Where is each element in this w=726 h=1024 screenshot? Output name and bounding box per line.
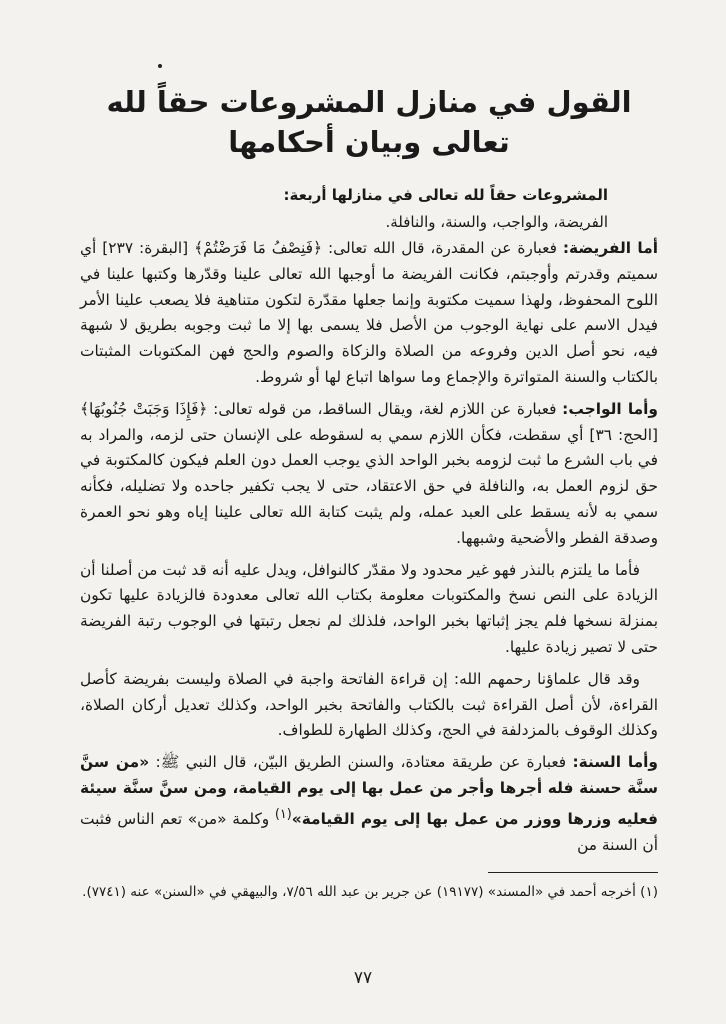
text-wajib-a: فعبارة عن اللازم لغة، ويقال الساقط، من قوله تعالى: [207, 399, 563, 418]
term-fareeda: أما الفريضة: [562, 239, 658, 257]
footnote-separator [488, 872, 658, 873]
term-sunna: وأما السنة: [572, 753, 658, 772]
ink-dot [158, 64, 162, 68]
page-number: ٧٧ [353, 968, 373, 988]
term-wajib: وأما الواجب: [562, 399, 658, 418]
quran-verse-2: ﴿فَإِذَا وَجَبَتْ جُنُوبُهَا﴾ [80, 399, 208, 418]
text-sunna-a: فعبارة عن طريقة معتادة، والسنن الطريق البيّن، قال النبي ﷺ: [149, 753, 573, 772]
paragraph-scholars: وقد قال علماؤنا رحمهم الله: إن قراءة الفاتحة واجبة في الصلاة وليست بفريضة كأصل القراءة، لأن أصل القراءة ثبت بالكتاب والفاتحة بخبر الواحد، وكذلك تعديل أركان الصلاة، وكذلك الوقوف بالمزدلفة في الحج، وكذلك الطهارة للطواف. [80, 669, 658, 740]
text-fareeda-a: فعبارة عن المقدرة، قال الله تعالى: [322, 239, 563, 257]
intro-lead: المشروعات حقاً لله تعالى في منازلها أربعة: [283, 186, 608, 204]
chapter-title: القول في منازل المشروعات حقاً لله تعالى وبيان أحكامها [106, 85, 632, 159]
intro-list: الفريضة، والواجب، والسنة، والنافلة. [385, 213, 608, 231]
intro [80, 182, 658, 236]
text-sunna-b: وكلمة «من» تعم الناس فثبت أن السنة من [80, 809, 658, 854]
paragraph-fareeda [80, 236, 658, 391]
footnote: (١) أخرجه أحمد في «المسند» (١٩١٧٧) عن جرير بن عبد الله ٧/٥٦، والبيهقي في «السنن» عنه (٧٧٤١). [82, 884, 658, 901]
hadith-quote: «من سنَّ سنَّة حسنة فله أجرها وأجر من عمل بها إلى يوم القيامة، ومن سنَّ سنَّة سيئة فعليه وزرها ووزر من عمل بها إلى يوم القيامة» [80, 753, 658, 828]
verse-ref-1: [البقرة: ٢٣٧] [102, 239, 195, 257]
paragraph-sunna [80, 750, 658, 858]
paragraph-nadhr: فأما ما يلتزم بالنذر فهو غير محدود ولا مقدّر كالنوافل، ويدل عليه أنه قد ثبت من أصلنا أن الزيادة على النص نسخ والمكتوبات معلومة بكتاب الله تعالى معدودة فالزيادة عليها تكون بمنزلة نسخها فلم يجز إثباتها بخبر الواحد، فلذلك لم نجعل رتبتها في الوجوب رتبة الفريضة حتى لا تصير زيادة عليها. [80, 560, 658, 656]
footnote-marker: (١) [274, 806, 292, 822]
text-fareeda-b: أي سميتم وقدرتم وأوجبتم، فكانت الفريضة ما أوجبها الله تعالى علينا وقدّرها وكتبها علينا في اللوح المحفوظ، ولهذا سميت مكتوبة وإنما جعلها مقدّرة لتكون متناهية فلا يصعب علينا الأمر فيدل الاسم على نهاية الوجوب من الأصل فلا يسمى بها إلا ما ثبت وجوبه بطريق لا شبهة فيه، نحو أصل الدين وفروعه من الصلاة والزكاة والصوم والحج فهن المكتوبات المثبتات بالكتاب والسنة المتواترة والإجماع وما سواها اتباع لها أو شروط. [80, 239, 658, 386]
text-wajib-b: [الحج: ٣٦] أي سقطت، فكأن اللازم سمي به لسقوطه على الإنسان حتى لزمه، والمراد به في باب الشرع ما ثبت لزومه بخبر الواحد الذي يوجب العمل دون العلم فيكون كالمكتوبة في حق لزوم العمل به، والنافلة في حق الاعتقاد، حتى لا يجب تكفير جاحده ولا تضليله، فكأنه سمي به لأنه يسقط على العبد عمله، ولم يثبت كتابة الله تعالى علينا إياه وهو نحو العمرة وصدقة الفطر والأضحية وشبهها. [80, 425, 658, 547]
quran-verse-1: ﴿فَنِصْفُ مَا فَرَضْتُمْ﴾ [194, 239, 323, 257]
paragraph-wajib [80, 397, 658, 552]
